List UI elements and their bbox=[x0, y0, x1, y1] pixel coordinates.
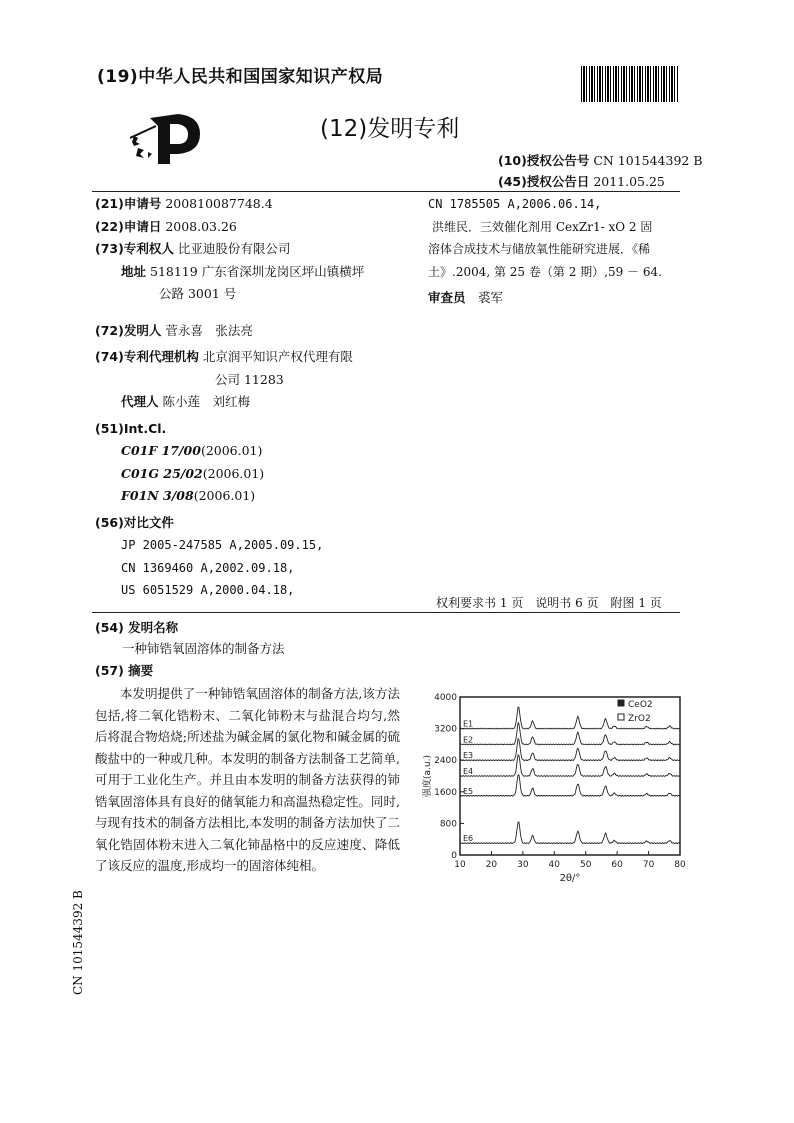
reference-item: CN 1369460 A,2002.09.18, bbox=[121, 560, 295, 575]
holder: 比亚迪股份有限公司 bbox=[177, 241, 291, 256]
series-line bbox=[460, 775, 680, 796]
intcl-code: C01G 25/02 bbox=[121, 465, 203, 481]
title-label: (54) 发明名称 bbox=[95, 620, 179, 635]
legend-marker bbox=[618, 714, 624, 720]
legend-label: CeO2 bbox=[628, 700, 653, 710]
legend-label: ZrO2 bbox=[628, 714, 651, 724]
abstract-text: 本发明提供了一种铈锆氧固溶体的制备方法,该方法包括,将二氧化锆粉末、二氧化铈粉末与盐混合均匀,然后将混合物焙烧;所述盐为碱金属的氯化物和碱金属的硫酸盐中的一种或几种。本发明的制备方法制备工艺简单,可用于工业化生产。并且由本发明的制备方法获得的铈锆氧固溶体具有良好的储氧能力和高温热稳定性。同时,与现有技术的制备方法相比,本发明的制备方法加快了二氧化锆固体粉末进入二氧化铈晶格中的反应速度、降低了该反应的温度,形成均一的固溶体纯相。 bbox=[95, 686, 400, 873]
y-tick-label: 4000 bbox=[434, 693, 457, 703]
intcl-label: (51)Int.Cl. bbox=[95, 420, 167, 436]
reference-line: 溶体合成技术与储放氧性能研究进展．《稀 bbox=[428, 242, 651, 256]
series-label: E3 bbox=[463, 751, 474, 761]
y-tick-label: 3200 bbox=[434, 724, 457, 735]
series-label: E2 bbox=[463, 735, 474, 745]
publication-info bbox=[498, 150, 703, 192]
x-tick-label: 30 bbox=[517, 860, 529, 870]
pub-no-label: (10)授权公告号 bbox=[498, 153, 590, 168]
reference-item: JP 2005-247585 A,2005.09.15, bbox=[121, 538, 324, 552]
agency-label: (74)专利代理机构 bbox=[95, 349, 199, 364]
agent-label: 代理人 bbox=[121, 394, 159, 409]
section-divider bbox=[92, 612, 680, 613]
xrd-chart bbox=[415, 685, 690, 885]
barcode-image bbox=[581, 66, 679, 102]
y-tick-label: 2400 bbox=[434, 756, 457, 767]
y-tick-label: 800 bbox=[439, 819, 457, 830]
pub-date: 2011.05.25 bbox=[593, 174, 665, 189]
reference-item: CN 1785505 A,2006.06.14, bbox=[428, 197, 602, 211]
intcl-year: (2006.01) bbox=[202, 465, 265, 481]
y-tick-label: 1600 bbox=[434, 787, 457, 798]
x-axis-label: 2θ/° bbox=[559, 873, 581, 884]
intcl-year: (2006.01) bbox=[200, 443, 263, 458]
reference-line: 土》.2004, 第 25 卷（第 2 期）,59 － 64. bbox=[428, 264, 662, 279]
y-axis-label: 强度(a.u.) bbox=[423, 755, 433, 797]
x-tick-label: 80 bbox=[674, 860, 686, 870]
series-line bbox=[460, 723, 680, 745]
pub-date-label: (45)授权公告日 bbox=[498, 174, 590, 189]
pub-no: CN 101544392 B bbox=[593, 153, 703, 168]
intcl-code: C01F 17/00 bbox=[121, 443, 201, 458]
agents: 陈小莲 刘红梅 bbox=[162, 394, 251, 409]
app-date: 2008.03.26 bbox=[165, 218, 237, 234]
legend-marker bbox=[618, 700, 624, 706]
series-line bbox=[460, 822, 680, 844]
document-type: (12)发明专利 bbox=[320, 116, 460, 142]
app-no: 200810087748.4 bbox=[165, 196, 273, 211]
abstract-label: (57) 摘要 bbox=[95, 663, 154, 678]
patent-office-title: (19)中华人民共和国国家知识产权局 bbox=[97, 67, 384, 87]
right-column bbox=[428, 193, 683, 310]
header-divider bbox=[92, 191, 680, 192]
x-tick-label: 20 bbox=[485, 860, 498, 870]
app-date-label: (22)申请日 bbox=[95, 218, 162, 234]
invention-title: 一种铈锆氧固溶体的制备方法 bbox=[122, 641, 285, 656]
agency-line1: 北京润平知识产权代理有限 bbox=[202, 349, 353, 364]
reference-line: 洪维民．三效催化剂用 CexZr1- xO 2 固 bbox=[432, 219, 653, 234]
address-line2: 公路 3001 号 bbox=[159, 286, 237, 301]
biblio-column bbox=[95, 193, 415, 602]
series-label: E4 bbox=[463, 767, 474, 776]
address-label: 地址 bbox=[121, 263, 147, 279]
side-patent-number: CN 101544392 B bbox=[71, 890, 85, 995]
y-tick-label: 0 bbox=[451, 851, 457, 861]
series-label: E1 bbox=[463, 719, 474, 729]
x-tick-label: 50 bbox=[579, 860, 592, 870]
refs-label: (56)对比文件 bbox=[95, 514, 174, 530]
x-tick-label: 60 bbox=[611, 860, 623, 870]
x-tick-label: 40 bbox=[548, 860, 561, 870]
agency-line2: 公司 11283 bbox=[215, 371, 284, 387]
holder-label: (73)专利权人 bbox=[95, 241, 174, 256]
examiner-label: 审查员 bbox=[428, 290, 466, 305]
inventor-label: (72)发明人 bbox=[95, 322, 162, 338]
intcl-code: F01N 3/08 bbox=[121, 488, 194, 503]
series-label: E5 bbox=[463, 786, 474, 796]
series-line bbox=[460, 739, 680, 761]
intcl-year: (2006.01) bbox=[193, 488, 256, 503]
x-tick-label: 10 bbox=[454, 860, 466, 870]
page-counts: 权利要求书 1 页 说明书 6 页 附图 1 页 bbox=[436, 596, 662, 610]
examiner: 裘军 bbox=[478, 290, 504, 305]
app-no-label: (21)申请号 bbox=[95, 196, 162, 211]
office-logo bbox=[130, 108, 210, 166]
series-label: E6 bbox=[463, 834, 474, 844]
x-tick-label: 70 bbox=[642, 860, 655, 870]
inventors: 菅永喜 张法亮 bbox=[165, 322, 253, 338]
reference-item: US 6051529 A,2000.04.18, bbox=[121, 583, 295, 597]
address-line1: 518119 广东省深圳龙岗区坪山镇横坪 bbox=[150, 263, 365, 279]
